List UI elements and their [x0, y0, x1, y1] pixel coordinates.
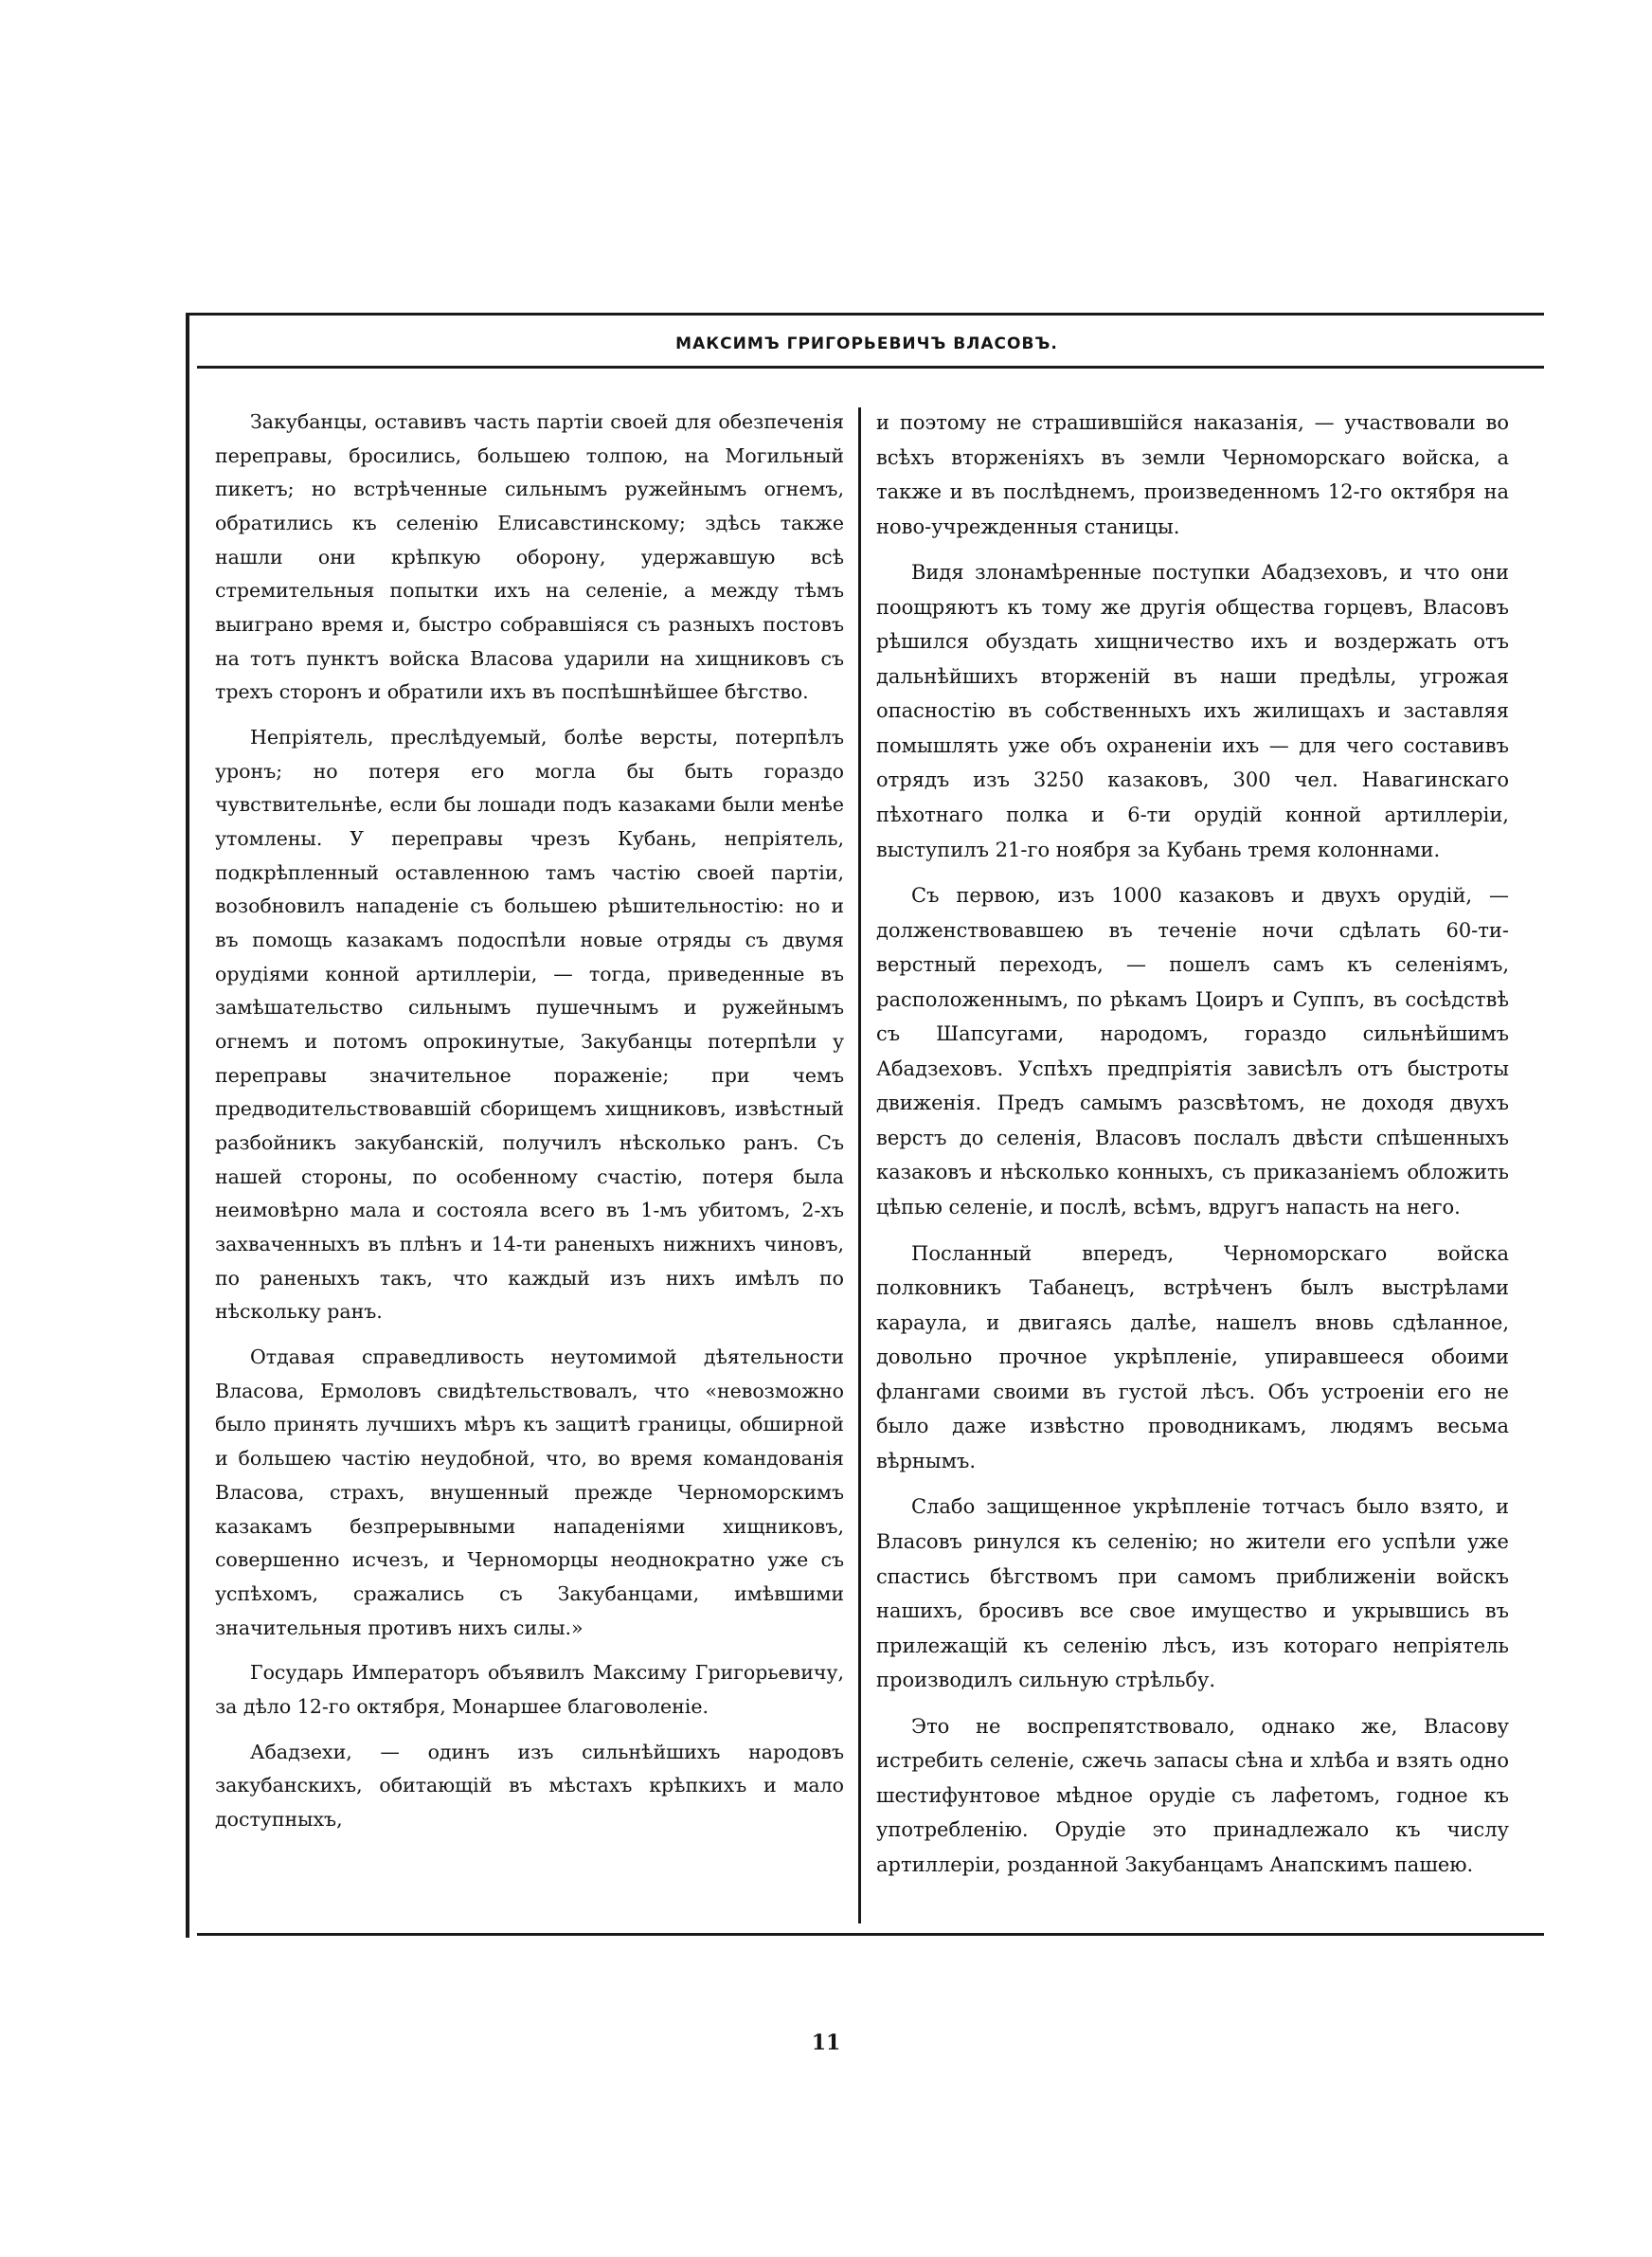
- right-column: [876, 406, 1509, 1893]
- paragraph: и поэтому не страшившійся наказанія, — участвовали во всѣхъ вторженіяхъ въ земли Черноморскаго войска, а также и въ послѣднемъ, произведенномъ 12-го октября на ново-учрежденныя станицы.: [876, 411, 1509, 538]
- paragraph: Слабо защищенное укрѣпленіе тотчасъ было взято, и Власовъ ринулся къ селенію; но жители его успѣли уже спастись бѣгствомъ при самомъ приближеніи войскъ нашихъ, бросивъ все свое имущество и укрывшись въ прилежащій къ селенію лѣсъ, изъ котораго непріятель производилъ сильную стрѣльбу.: [876, 1495, 1509, 1692]
- paragraph: Посланный впередъ, Черноморскаго войска полковникъ Табанецъ, встрѣченъ былъ выстрѣлами караула, и двигаясь далѣе, нашелъ вновь сдѣланное, довольно прочное укрѣпленіе, упиравшееся обоими флангами своими въ густой лѣсъ. Объ устроеніи его не было даже извѣстно проводникамъ, людямъ весьма вѣрнымъ.: [876, 1241, 1509, 1472]
- page-number: 11: [811, 2031, 841, 2055]
- paragraph: Закубанцы, оставивъ часть партіи своей для обезпеченія переправы, бросились, большею толпою, на Могильный пикетъ; но встрѣченные сильнымъ ружейнымъ огнемъ, обратились къ селенію Елисавстинскому; здѣсь также нашли они крѣпкую оборону, удержавшую всѣ стремительныя попытки ихъ на селеніе, а между тѣмъ выиграно время и, быстро собравшіяся съ разныхъ постовъ на тотъ пунктъ войска Власова ударили на хищниковъ съ трехъ сторонъ и обратили ихъ въ поспѣшнѣйшее бѣгство.: [215, 410, 844, 704]
- paragraph: Видя злонамѣренные поступки Абадзеховъ, и что они поощряютъ къ тому же другія общества горцевъ, Власовъ рѣшился обуздать хищничество ихъ и воздержать отъ дальнѣйшихъ вторженій въ наши предѣлы, угрожая опасностію въ собственныхъ ихъ жилищахъ и заставляя помышлять уже объ охраненіи ихъ — для чего составивъ отрядъ изъ 3250 казаковъ, 300 чел. Навагинскаго пѣхотнаго полка и 6-ти орудій конной артиллеріи, выступилъ 21-го ноября за Кубань тремя колоннами.: [876, 561, 1509, 861]
- paragraph: Отдавая справедливость неутомимой дѣятельности Власова, Ермоловъ свидѣтельствовалъ, что «невозможно было принять лучшихъ мѣръ къ защитѣ границы, обширной и большею частію неудобной, что, во время командованія Власова, страхъ, внушенный прежде Черноморскимъ казакамъ безпрерывными нападеніями хищниковъ, совершенно исчезъ, и Черноморцы неоднократно уже съ успѣхомъ, сражались съ Закубанцами, имѣвшими значительныя противъ нихъ силы.»: [215, 1345, 844, 1639]
- paragraph: Это не воспрепятствовало, однако же, Власову истребить селеніе, сжечь запасы сѣна и хлѣба и взять одно шестифунтовое мѣдное орудіе съ лафетомъ, годное къ употребленію. Орудіе это принадлежало къ числу артиллеріи, розданной Закубанцамъ Анапскимъ пашею.: [876, 1714, 1509, 1876]
- running-header: МАКСИМЪ ГРИГОРЬЕВИЧЪ ВЛАСОВЪ.: [675, 334, 1058, 353]
- page-frame-left-border: [186, 313, 189, 1938]
- page-frame-top-border: [186, 313, 1544, 316]
- header-rule: [197, 366, 1544, 369]
- left-column: [215, 406, 844, 1849]
- paragraph: Абадзехи, — одинъ изъ сильнѣйшихъ народовъ закубанскихъ, обитающій въ мѣстахъ крѣпкихъ и мало доступныхъ,: [215, 1740, 844, 1831]
- paragraph: Государь Императоръ объявилъ Максиму Григорьевичу, за дѣло 12-го октября, Монаршее благоволеніе.: [215, 1661, 844, 1718]
- column-divider: [858, 407, 861, 1923]
- paragraph: Съ первою, изъ 1000 казаковъ и двухъ орудій, — долженствовавшею въ теченіе ночи сдѣлать 60-ти-верстный переходъ, — пошелъ самъ къ селеніямъ, расположеннымъ, по рѣкамъ Цоиръ и Суппъ, въ сосѣдствѣ съ Шапсугами, народомъ, гораздо сильнѣйшимъ Абадзеховъ. Успѣхъ предпріятія зависѣлъ отъ быстроты движенія. Предъ самымъ разсвѣтомъ, не доходя двухъ верстъ до селенія, Власовъ послалъ двѣсти спѣшенныхъ казаковъ и нѣсколько конныхъ, съ приказаніемъ обложить цѣпью селеніе, и послѣ, всѣмъ, вдругъ напасть на него.: [876, 884, 1509, 1219]
- paragraph: Непріятель, преслѣдуемый, болѣе версты, потерпѣлъ уронъ; но потеря его могла бы быть гораздо чувствительнѣе, если бы лошади подъ казаками были менѣе утомлены. У переправы чрезъ Кубань, непріятель, подкрѣпленный оставленною тамъ частію своей партіи, возобновилъ нападеніе съ большею рѣшительностію: но и въ помощь казакамъ подоспѣли новые отряды съ двумя орудіями конной артиллеріи, — тогда, приведенные въ замѣшательство сильнымъ пушечнымъ и ружейнымъ огнемъ и потомъ опрокинутые, Закубанцы потерпѣли у переправы значительное пораженіе; при чемъ предводительствовавшій сборищемъ хищниковъ, извѣстный разбойникъ закубанскій, получилъ нѣсколько ранъ. Съ нашей стороны, по особенному счастію, потеря была неимовѣрно мала и состояла всего въ 1-мъ убитомъ, 2-хъ захваченныхъ въ плѣнъ и 14-ти раненыхъ нижнихъ чиновъ, по раненыхъ такъ, что каждый изъ нихъ имѣлъ по нѣскольку ранъ.: [215, 726, 844, 1324]
- footer-rule: [197, 1933, 1544, 1936]
